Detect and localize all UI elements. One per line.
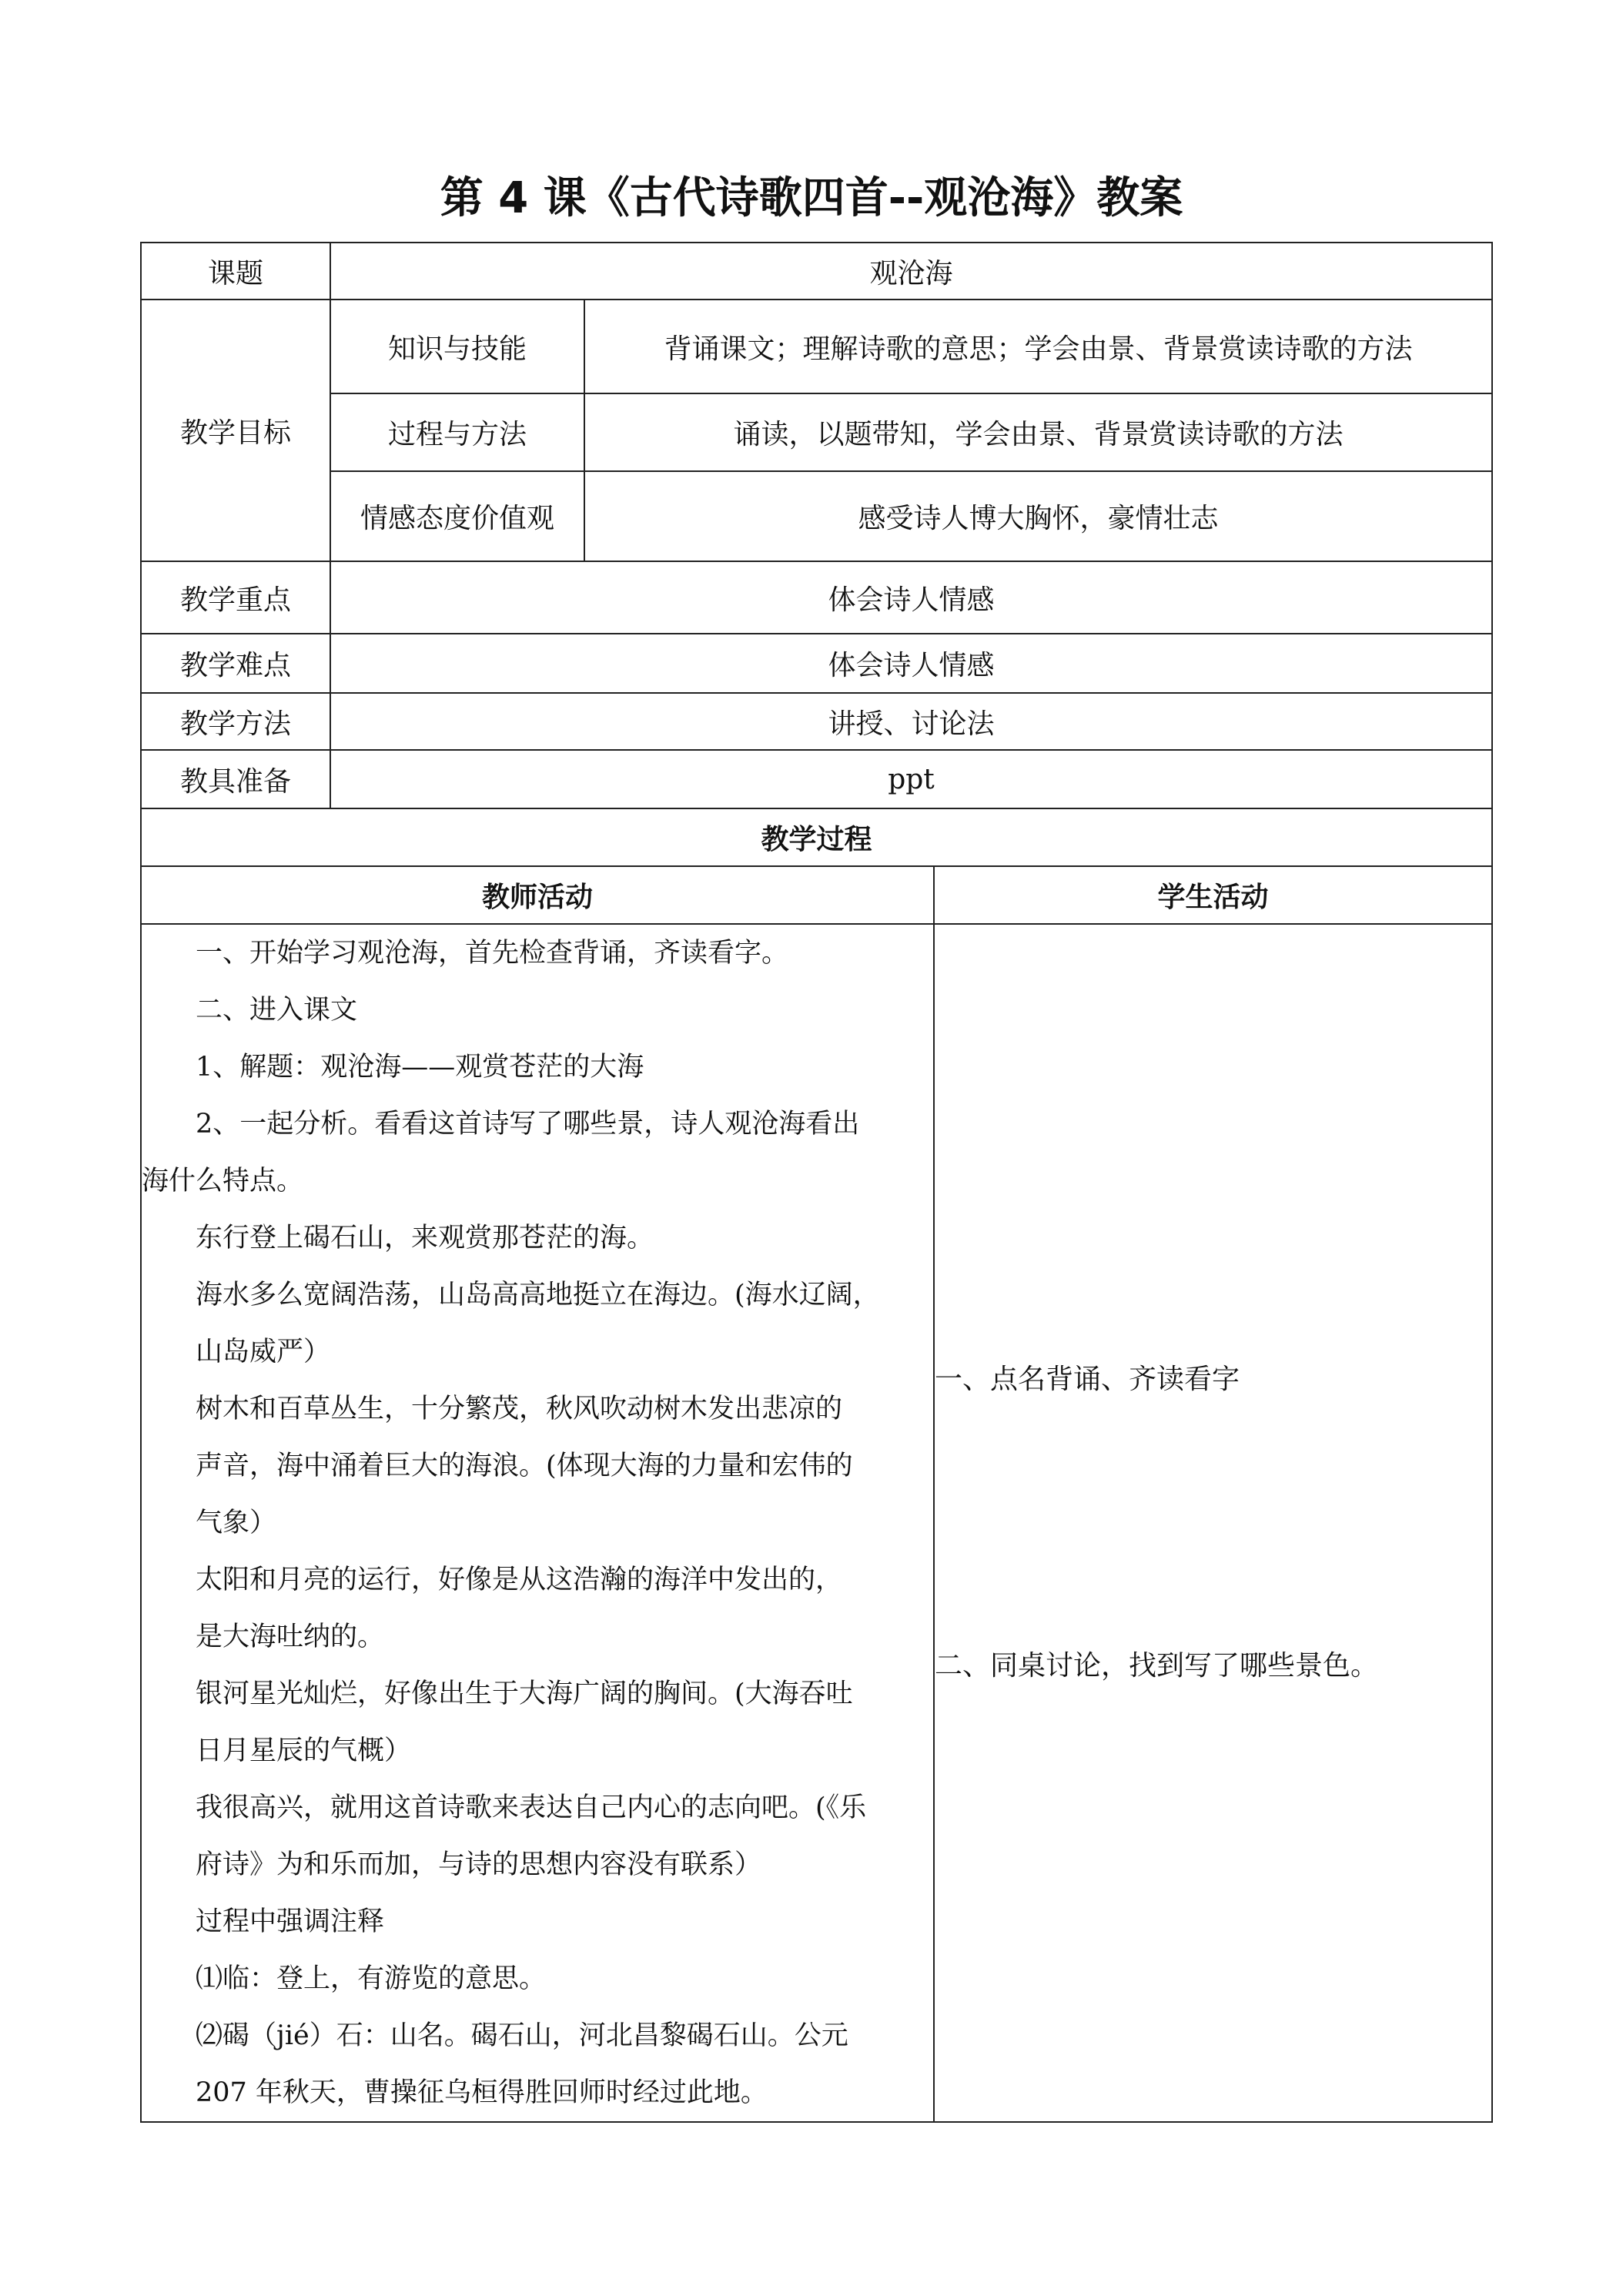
row-tools <box>141 750 1492 808</box>
process-heading: 教学过程 <box>141 808 1492 866</box>
teacher-line: 日月星辰的气概） <box>196 1735 412 1766</box>
row-difficulty <box>141 634 1492 693</box>
row-activity-headers <box>141 866 1492 924</box>
topic-label: 课题 <box>141 243 330 300</box>
tools-label: 教具准备 <box>141 750 330 808</box>
student-line: 一、点名背诵、齐读看字 <box>935 1364 1240 1395</box>
teacher-line: 太阳和月亮的运行，好像是从这浩瀚的海洋中发出的， <box>196 1565 843 1595</box>
row-objective-emotion <box>141 471 1492 561</box>
student-activity-header: 学生活动 <box>934 866 1492 924</box>
row-objective-knowledge <box>141 300 1492 393</box>
objective-value: 诵读，以题带知，学会由景、背景赏读诗歌的方法 <box>584 393 1492 471</box>
method-label: 教学方法 <box>141 693 330 750</box>
document-title: 第 4 课《古代诗歌四首--观沧海》教案 <box>440 173 1183 223</box>
teacher-line: ⑵碣（jié）石：山名。碣石山，河北昌黎碣石山。公元 <box>196 2020 848 2051</box>
objective-label: 知识与技能 <box>330 300 584 393</box>
tools-value: ppt <box>330 750 1492 808</box>
teacher-line: 府诗》为和乐而加，与诗的思想内容没有联系） <box>196 1849 762 1880</box>
method-value: 讲授、讨论法 <box>330 693 1492 750</box>
objective-value: 感受诗人博大胸怀，豪情壮志 <box>584 471 1492 561</box>
row-activities <box>141 924 1492 2122</box>
teacher-line: 银河星光灿烂，好像出生于大海广阔的胸间。(大海吞吐 <box>196 1678 853 1709</box>
teacher-line: 过程中强调注释 <box>196 1906 385 1937</box>
teacher-line: 我很高兴，就用这首诗歌来表达自己内心的志向吧。(《乐 <box>196 1792 867 1823</box>
teacher-line: 一、开始学习观沧海，首先检查背诵，齐读看字。 <box>196 938 789 969</box>
key-point-label: 教学重点 <box>141 561 330 634</box>
key-point-value: 体会诗人情感 <box>330 561 1492 634</box>
student-spacer <box>935 1409 1491 1637</box>
teacher-line: 2、一起分析。看看这首诗写了哪些景，诗人观沧海看出 <box>196 1109 860 1140</box>
row-topic <box>141 243 1492 300</box>
objective-label: 情感态度价值观 <box>330 471 584 561</box>
topic-value: 观沧海 <box>330 243 1492 300</box>
teacher-activity-header: 教师活动 <box>141 866 934 924</box>
teacher-line: ⑴临：登上，有游览的意思。 <box>196 1963 547 1994</box>
student-activity-cell <box>934 924 1492 2122</box>
teacher-line: 海水多么宽阔浩荡，山岛高高地挺立在海边。(海水辽阔， <box>196 1280 880 1310</box>
teacher-line: 207 年秋天，曹操征乌桓得胜回师时经过此地。 <box>196 2077 768 2108</box>
objectives-label: 教学目标 <box>141 300 330 561</box>
difficulty-value: 体会诗人情感 <box>330 634 1492 693</box>
teacher-activity-cell <box>141 924 934 2122</box>
teacher-line: 1、解题：观沧海——观赏苍茫的大海 <box>196 1052 644 1083</box>
row-objective-process <box>141 393 1492 471</box>
row-method <box>141 693 1492 750</box>
student-line: 二、同桌讨论，找到写了哪些景色。 <box>935 1650 1379 1682</box>
teacher-line: 树木和百草丛生，十分繁茂，秋风吹动树木发出悲凉的 <box>196 1394 843 1424</box>
teacher-line: 是大海吐纳的。 <box>196 1622 385 1652</box>
teacher-line: 山岛威严） <box>196 1337 331 1367</box>
teacher-line: 海什么特点。 <box>142 1166 304 1197</box>
lesson-plan-table <box>140 242 1493 2123</box>
teacher-line: 东行登上碣石山，来观赏那苍茫的海。 <box>196 1223 654 1253</box>
row-key-point <box>141 561 1492 634</box>
teacher-line: 二、进入课文 <box>196 995 358 1026</box>
row-process-heading <box>141 808 1492 866</box>
objective-label: 过程与方法 <box>330 393 584 471</box>
objective-value: 背诵课文；理解诗歌的意思；学会由景、背景赏读诗歌的方法 <box>584 300 1492 393</box>
teacher-line: 声音，海中涌着巨大的海浪。(体现大海的力量和宏伟的 <box>196 1451 853 1481</box>
difficulty-label: 教学难点 <box>141 634 330 693</box>
teacher-line: 气象） <box>196 1508 277 1538</box>
